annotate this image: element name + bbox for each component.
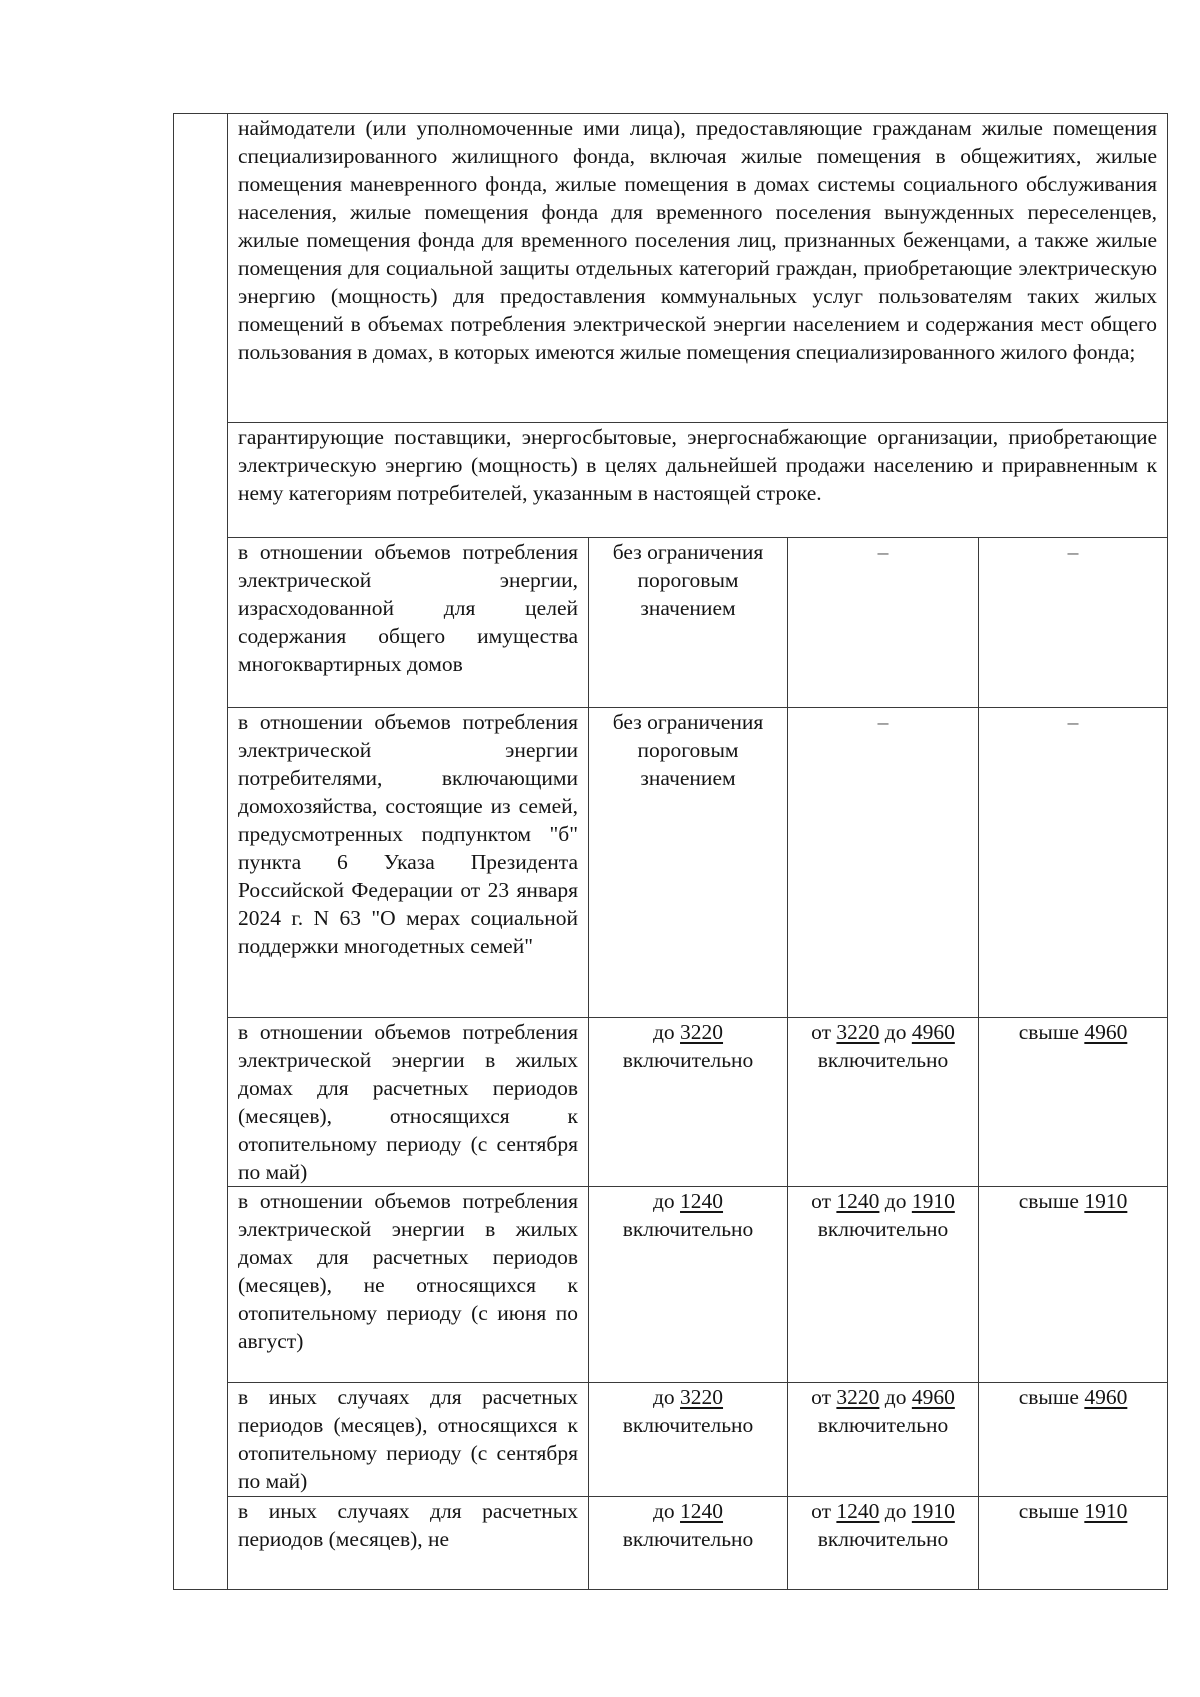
range-cell-1 <box>589 708 788 1018</box>
range-cell-3 <box>979 708 1168 1018</box>
range-prefix: от <box>811 1020 837 1044</box>
table-row <box>174 1018 1168 1187</box>
tariff-table <box>173 113 1168 1590</box>
intro-row <box>174 423 1168 538</box>
range-cell-2 <box>788 1187 979 1383</box>
range-cell-2 <box>788 538 979 708</box>
threshold-link[interactable]: 1240 <box>680 1189 724 1213</box>
range-middle: до <box>879 1020 912 1044</box>
threshold-link[interactable]: 3220 <box>680 1020 724 1044</box>
range-suffix: включительно <box>817 1413 949 1437</box>
row-description: в отношении объемов потребления электрической энергии в жилых домах для расчетных периодов (месяцев), относящихся к отопительному периоду (с сентября по май) <box>228 1018 589 1187</box>
range-cell-3 <box>979 1187 1168 1383</box>
range-prefix: от <box>811 1189 837 1213</box>
intro-paragraph-suppliers: гарантирующие поставщики, энергосбытовые, энергоснабжающие организации, приобретающие электрическую энергию (мощность) в целях дальнейшей продажи населению и приравненным к нему категориям потребителей, указанным в настоящей строке. <box>228 423 1168 538</box>
range-prefix: свыше <box>1018 1499 1085 1523</box>
range-prefix: до <box>652 1189 681 1213</box>
range-text: – <box>1067 710 1079 734</box>
range-prefix: от <box>811 1499 837 1523</box>
row-description: в отношении объемов потребления электрической энергии потребителями, включающими домохозяйства, состоящие из семей, предусмотренных подпунктом "б" пункта 6 Указа Президента Российской Федерации от 23 января 2024 г. N 63 "О мерах социальной поддержки многодетных семей" <box>228 708 589 1018</box>
range-suffix: включительно <box>622 1527 754 1551</box>
threshold-link[interactable]: 1240 <box>680 1499 724 1523</box>
threshold-link[interactable]: 3220 <box>836 1385 880 1409</box>
range-prefix: до <box>652 1385 681 1409</box>
threshold-link[interactable]: 1910 <box>911 1499 955 1523</box>
threshold-link[interactable]: 4960 <box>911 1385 955 1409</box>
threshold-link[interactable]: 1910 <box>1084 1189 1128 1213</box>
range-cell-1 <box>589 1383 788 1497</box>
range-cell-2 <box>788 1018 979 1187</box>
intro-paragraph-landlords: наймодатели (или уполномоченные ими лица), предоставляющие гражданам жилые помещения специализированного жилищного фонда, включая жилые помещения в общежитиях, жилые помещения маневренного фонда, жилые помещения в домах системы социального обслуживания населения, жилые помещения фонда для временного поселения вынужденных переселенцев, жилые помещения фонда для временного поселения лиц, признанных беженцами, а также жилые помещения для социальной защиты отдельных категорий граждан, приобретающие электрическую энергию (мощность) для предоставления коммунальных услуг пользователям таких жилых помещений в объемах потребления электрической энергии населением и содержания мест общего пользования в домах, в которых имеются жилые помещения специализированного жилого фонда; <box>228 114 1168 423</box>
range-suffix: включительно <box>622 1217 754 1241</box>
range-cell-1 <box>589 1497 788 1590</box>
table-row <box>174 538 1168 708</box>
range-text: – <box>877 540 889 564</box>
range-text: без ограничения пороговым значением <box>612 710 764 790</box>
range-suffix: включительно <box>622 1413 754 1437</box>
threshold-link[interactable]: 1910 <box>911 1189 955 1213</box>
range-cell-2 <box>788 1383 979 1497</box>
range-cell-3 <box>979 538 1168 708</box>
threshold-link[interactable]: 3220 <box>680 1385 724 1409</box>
range-suffix: включительно <box>622 1048 754 1072</box>
range-prefix: от <box>811 1385 837 1409</box>
table-row <box>174 1187 1168 1383</box>
table-row <box>174 1497 1168 1590</box>
threshold-link[interactable]: 1240 <box>836 1189 880 1213</box>
range-suffix: включительно <box>817 1527 949 1551</box>
range-cell-3 <box>979 1497 1168 1590</box>
threshold-link[interactable]: 4960 <box>911 1020 955 1044</box>
threshold-link[interactable]: 1240 <box>836 1499 880 1523</box>
row-description: в отношении объемов потребления электрической энергии в жилых домах для расчетных периодов (месяцев), не относящихся к отопительному периоду (с июня по август) <box>228 1187 589 1383</box>
range-text: – <box>1067 540 1079 564</box>
range-prefix: до <box>652 1020 681 1044</box>
range-cell-1 <box>589 538 788 708</box>
range-middle: до <box>879 1385 912 1409</box>
range-suffix: включительно <box>817 1048 949 1072</box>
row-description: в иных случаях для расчетных периодов (месяцев), относящихся к отопительному периоду (с сентября по май) <box>228 1383 589 1497</box>
threshold-link[interactable]: 4960 <box>1084 1020 1128 1044</box>
range-middle: до <box>879 1189 912 1213</box>
threshold-link[interactable]: 4960 <box>1084 1385 1128 1409</box>
range-middle: до <box>879 1499 912 1523</box>
range-cell-2 <box>788 708 979 1018</box>
range-text: – <box>877 710 889 734</box>
range-suffix: включительно <box>817 1217 949 1241</box>
range-prefix: до <box>652 1499 681 1523</box>
range-prefix: свыше <box>1018 1385 1085 1409</box>
intro-row <box>174 114 1168 423</box>
index-column-cell <box>174 114 228 1590</box>
table-row <box>174 1383 1168 1497</box>
range-cell-3 <box>979 1018 1168 1187</box>
row-description: в отношении объемов потребления электрической энергии, израсходованной для целей содержания общего имущества многоквартирных домов <box>228 538 589 708</box>
threshold-link[interactable]: 1910 <box>1084 1499 1128 1523</box>
range-prefix: свыше <box>1018 1020 1085 1044</box>
range-cell-2 <box>788 1497 979 1590</box>
range-text: без ограничения пороговым значением <box>612 540 764 620</box>
range-cell-1 <box>589 1187 788 1383</box>
range-cell-3 <box>979 1383 1168 1497</box>
table-row <box>174 708 1168 1018</box>
range-prefix: свыше <box>1018 1189 1085 1213</box>
range-cell-1 <box>589 1018 788 1187</box>
threshold-link[interactable]: 3220 <box>836 1020 880 1044</box>
row-description: в иных случаях для расчетных периодов (месяцев), не <box>228 1497 589 1590</box>
